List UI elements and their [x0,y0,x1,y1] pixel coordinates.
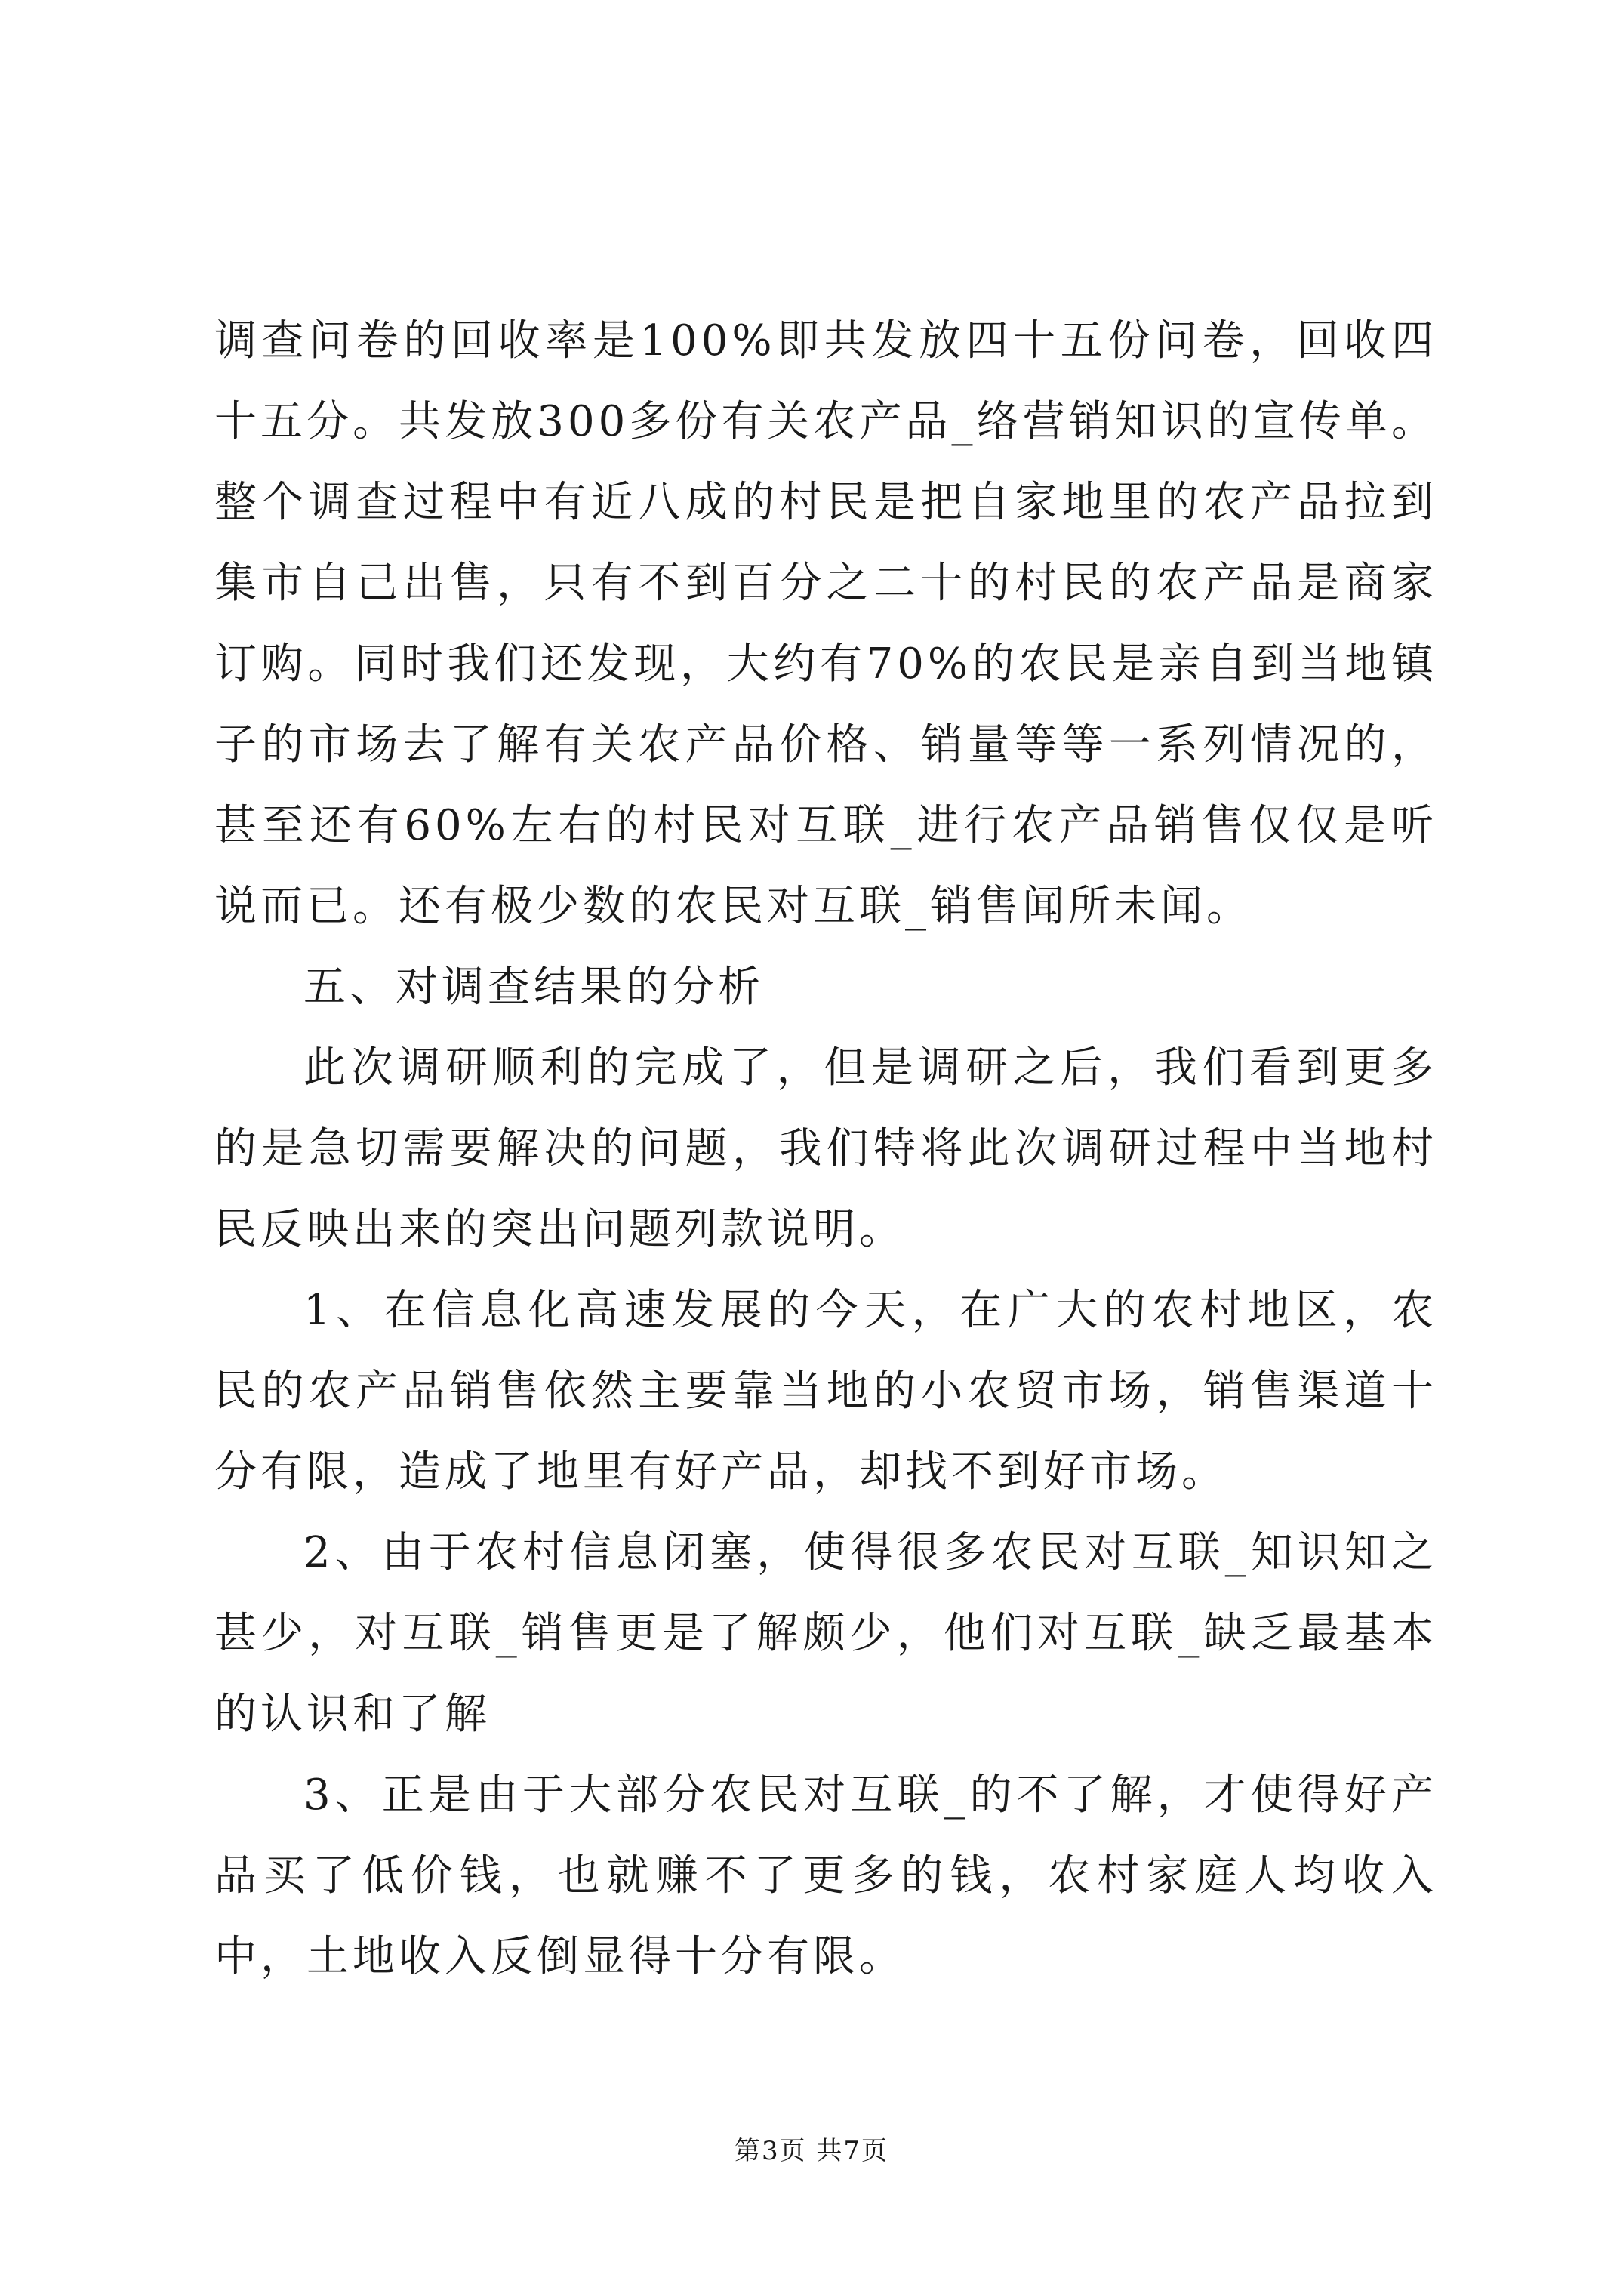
paragraph-point-3: 3、正是由于大部分农民对互联_的不了解，才使得好产品买了低价钱，也就赚不了更多的钱，农村家庭人均收入中，土地收入反倒显得十分有限。 [214,1771,1437,1981]
paragraph-point-2: 2、由于农村信息闭塞，使得很多农民对互联_知识知之甚少，对互联_销售更是了解颇少，他们对互联_缺乏最基本的认识和了解 [214,1528,1437,1739]
page-number-footer: 第3页 共7页 [734,2136,889,2166]
document-body [214,300,1437,1997]
paragraph-analysis-intro: 此次调研顺利的完成了，但是调研之后，我们看到更多的是急切需要解决的问题，我们特将此次调研过程中当地村民反映出来的突出问题列款说明。 [214,1043,1437,1254]
paragraph-point-1: 1、在信息化高速发展的今天，在广大的农村地区，农民的农产品销售依然主要靠当地的小农贸市场，销售渠道十分有限，造成了地里有好产品，却找不到好市场。 [214,1286,1437,1496]
section-heading-analysis: 五、对调查结果的分析 [303,963,764,1012]
paragraph-survey-results: 调查问卷的回收率是100%即共发放四十五份问卷，回收四十五分。共发放300多份有关农产品_络营销知识的宣传单。整个调查过程中有近八成的村民是把自家地里的农产品拉到集市自己出售，只有不到百分之二十的村民的农产品是商家订购。同时我们还发现，大约有70%的农民是亲自到当地镇子的市场去了解有关农产品价格、销量等等一系列情况的，甚至还有60%左右的村民对互联_进行农产品销售仅仅是听说而已。还有极少数的农民对互联_销售闻所未闻。 [214,316,1437,931]
